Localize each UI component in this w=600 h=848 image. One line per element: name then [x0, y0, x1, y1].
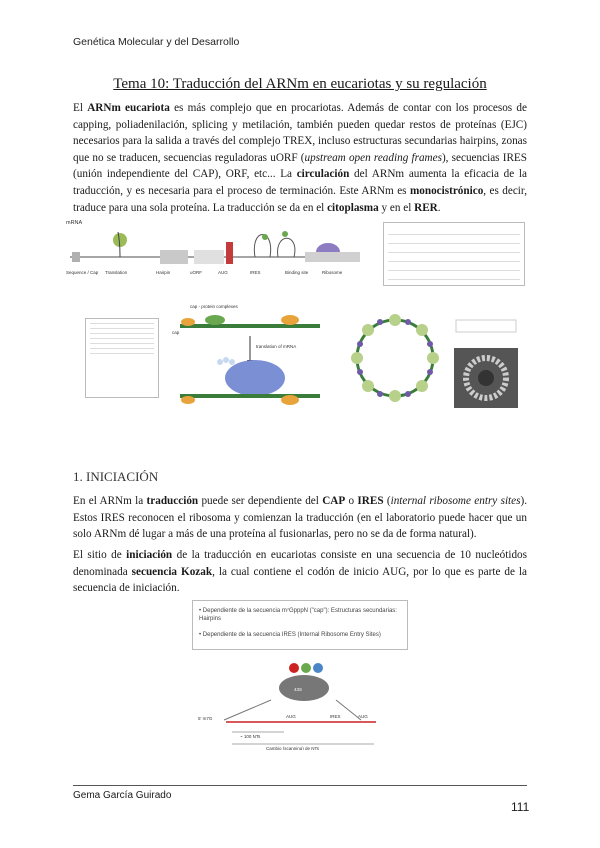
- page-title: Tema 10: Traducción del ARNm en eucariotas y su regulación: [113, 76, 487, 92]
- svg-text:Translation: Translation: [105, 270, 128, 275]
- svg-text:43S: 43S: [294, 687, 303, 692]
- svg-text:mRNA: mRNA: [66, 220, 83, 226]
- svg-text:translation of mRNA: translation of mRNA: [256, 344, 297, 349]
- running-header: Genética Molecular y del Desarrollo: [73, 36, 240, 48]
- initiation-types-box: [192, 600, 408, 650]
- initiation-type-ires: • Dependiente de la secuencia IRES (Internal Ribosome Entry Sites): [199, 632, 381, 638]
- svg-text:cap: cap: [172, 330, 180, 335]
- footer-author: Gema García Guirado: [73, 790, 172, 801]
- svg-text:IRES: IRES: [330, 714, 341, 719]
- svg-text:Cambio (scanning) de NTs: Cambio (scanning) de NTs: [266, 746, 320, 750]
- footer-divider: [73, 785, 527, 786]
- svg-text:cap - protein complexes: cap - protein complexes: [190, 304, 238, 309]
- micrograph-figure: [450, 318, 522, 410]
- svg-text:AUG: AUG: [218, 270, 228, 275]
- mrna-structure-figure: [60, 212, 370, 287]
- svg-text:Sequence / Cap: Sequence / Cap: [66, 270, 99, 275]
- intro-paragraph: El ARNm eucariota es más complejo que en procariotas. Además de contar con los procesos de capping, poliadenilación, splicing y metilación, también pueden quedar restos de proteínas (EJC) necesarios para la salida a través del complejo TREX, incluso estructuras secundarias hairpins, zonas que no se traducen, secuencias reguladoras uORF (upstream open reading frames), secuencias IRES (unión independiente del CAP), ORF, etc... La circulación del ARNm aumenta la eficacia de la traducción, y es necesaria para el proceso de terminación. Este ARNm es monocistrónico, es decir, traduce para una sola proteína. La traducción se da en el citoplasma y en el RER.: [73, 102, 527, 214]
- svg-text:5' m7G: 5' m7G: [198, 716, 213, 721]
- circularization-text-box: [85, 318, 159, 398]
- svg-text:AUG: AUG: [286, 714, 296, 719]
- svg-text:Ribosome: Ribosome: [322, 270, 343, 275]
- kozak-paragraph: El sitio de iniciación de la traducción en eucariotas consiste en una secuencia de 10 nucleótidos denominada secuencia Kozak, la cual contiene el codón de inicio AUG, por lo que es parte de la secuencia de iniciación.: [73, 549, 527, 595]
- svg-text:AUG: AUG: [358, 714, 368, 719]
- svg-text:Binding site: Binding site: [285, 270, 309, 275]
- cap-complex-figure: [170, 300, 330, 410]
- svg-text:Hairpin: Hairpin: [156, 270, 171, 275]
- mrna-legend-box: [383, 222, 525, 286]
- svg-text:uORF: uORF: [190, 270, 203, 275]
- polysome-ring-figure: [340, 302, 450, 412]
- initiation-type-cap: • Dependiente de la secuencia m⁷GpppN ("cap"): Estructuras secundarias: Hairpins: [199, 608, 397, 622]
- initiation-paragraph: En el ARNm la traducción puede ser dependiente del CAP o IRES (internal ribosome entry sites). Estos IRES reconocen el ribosoma y comienzan la traducción (en el laboratorio puede hacer que un solo ARNm dé lugar a más de una proteína al fusionarlas, pero no se da de forma natural).: [73, 495, 528, 541]
- section-heading: 1. INICIACIÓN: [73, 469, 159, 484]
- svg-text:IRES: IRES: [250, 270, 261, 275]
- page-number: 111: [511, 800, 530, 814]
- scanning-diagram: [196, 660, 386, 750]
- svg-text:~ 100 NTs: ~ 100 NTs: [240, 734, 261, 739]
